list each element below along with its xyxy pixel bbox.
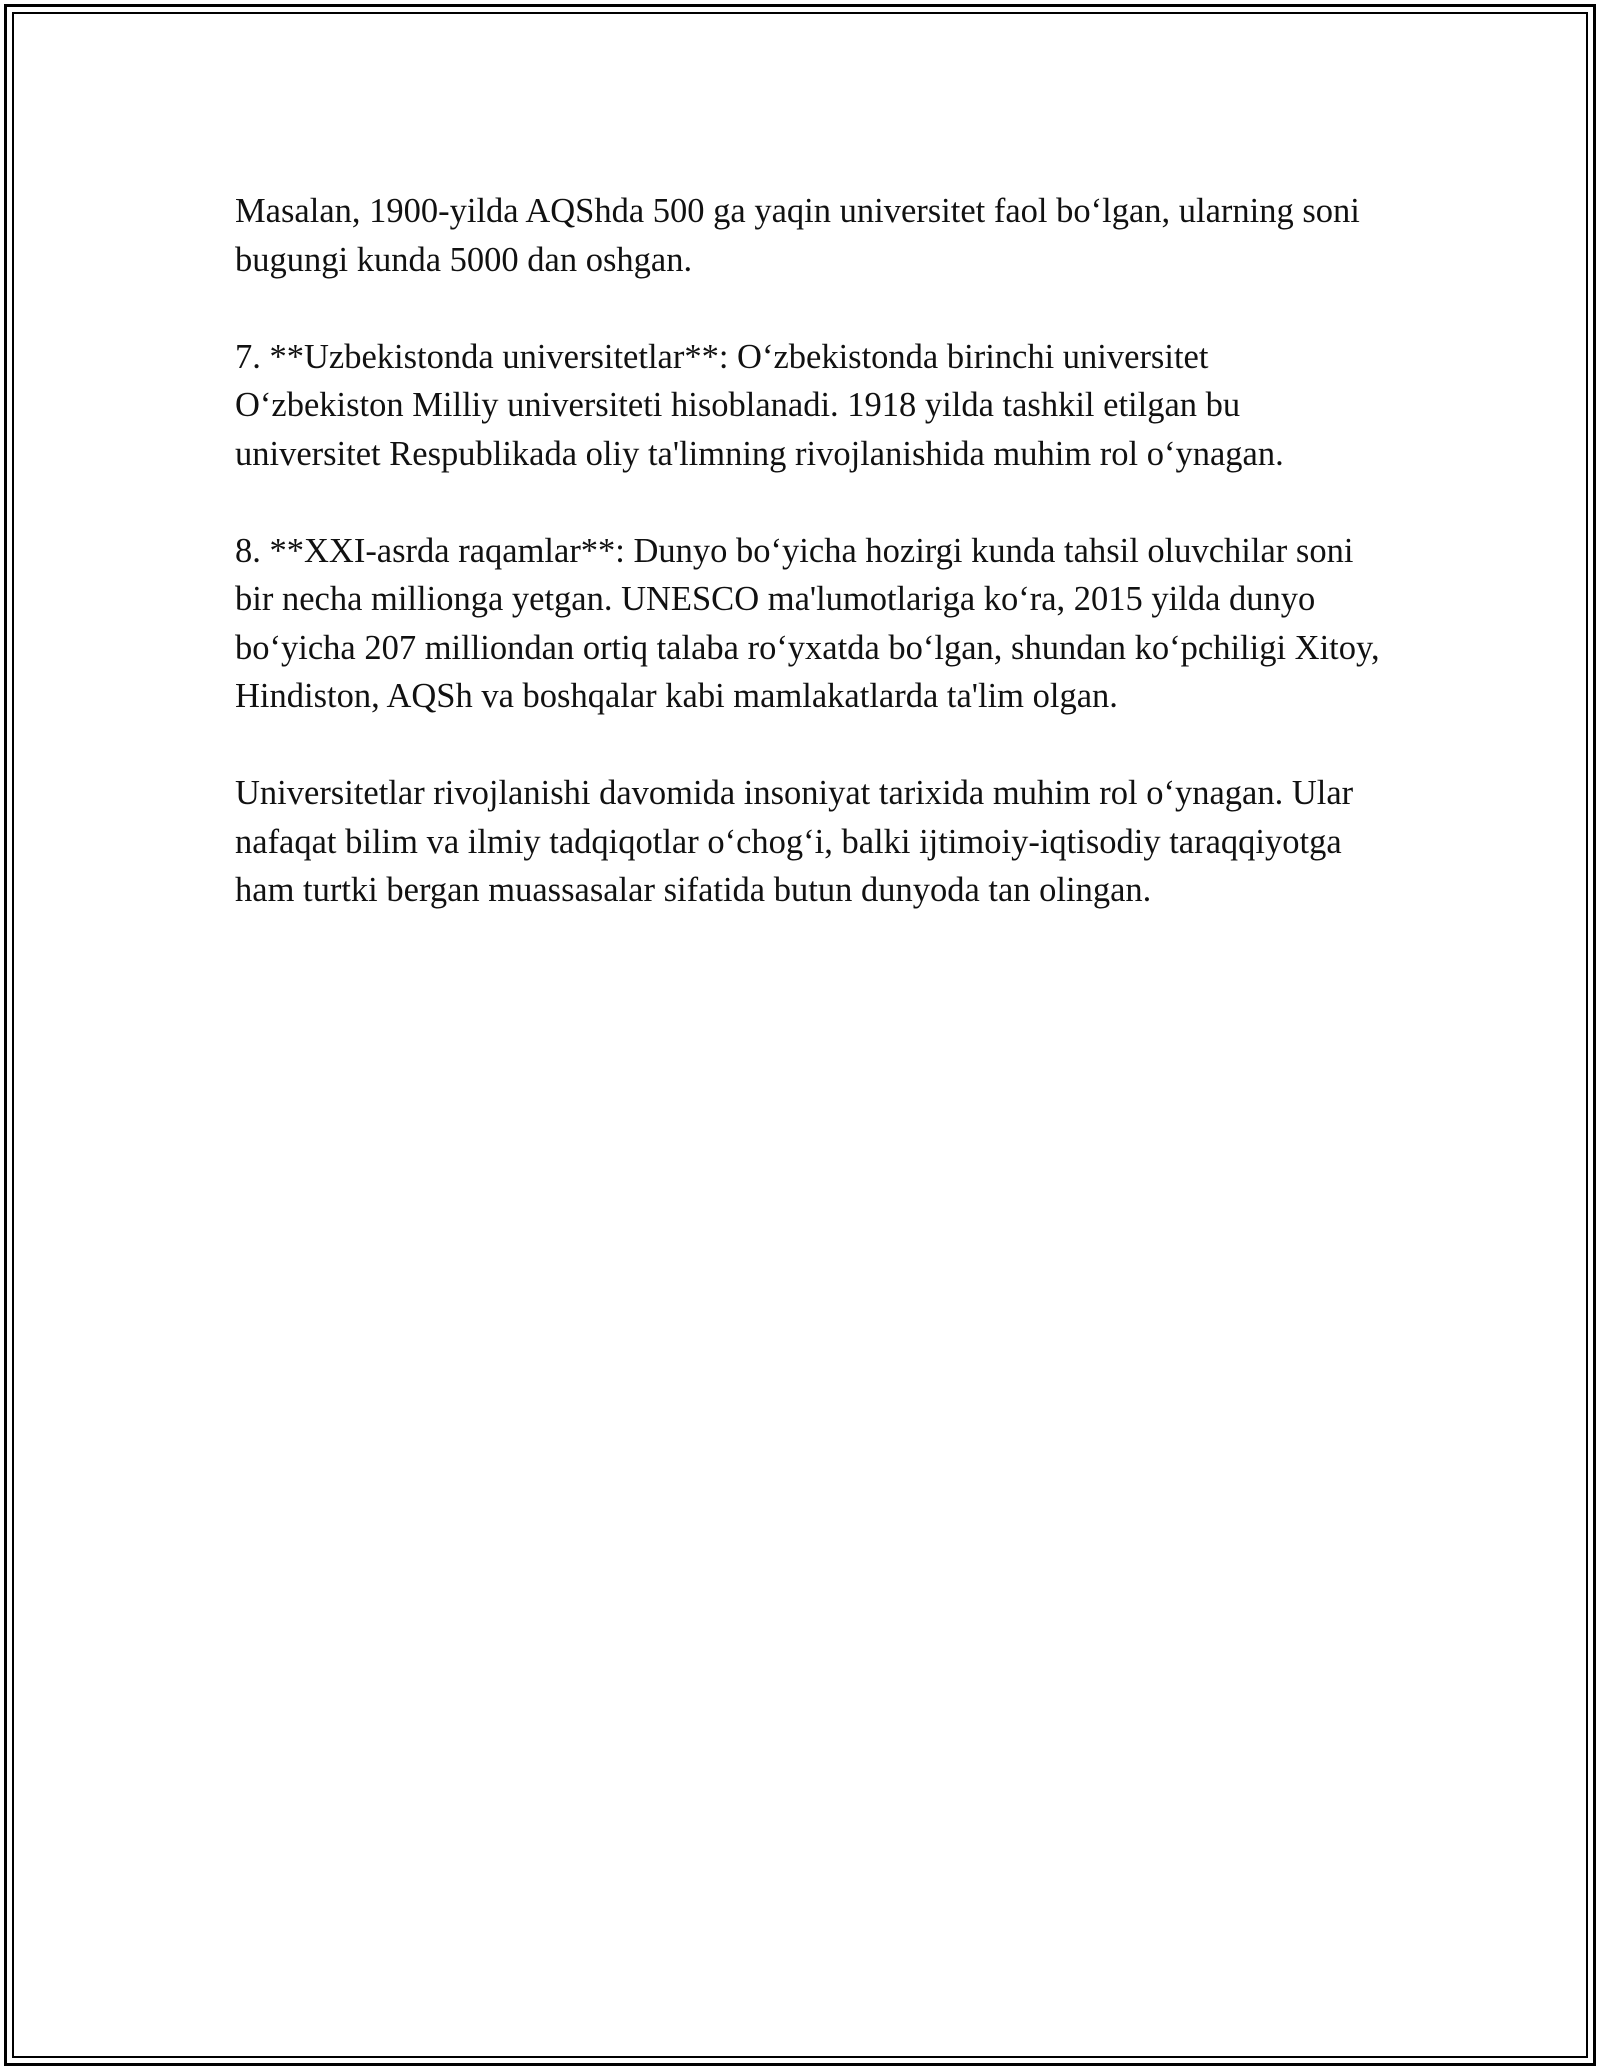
paragraph-uzbekistan-universities: 7. **Uzbekistonda universitetlar**: O‘zbekistonda birinchi universitet O‘zbekiston Milliy universiteti hisoblanadi. 1918 yilda tashkil etilgan bu universitet Respublikada oliy ta'limning rivojlanishida muhim rol o‘ynagan. xyxy=(235,337,1284,473)
paragraph-us-universities: Masalan, 1900-yilda AQShda 500 ga yaqin universitet faol bo‘lgan, ularning soni bugungi kunda 5000 dan oshgan. xyxy=(235,192,1360,279)
paragraph-21st-century-numbers: 8. **XXI-asrda raqamlar**: Dunyo bo‘yicha hozirgi kunda tahsil oluvchilar soni bir necha millionga yetgan. UNESCO ma'lumotlariga ko‘ra, 2015 yilda dunyo bo‘yicha 207 milliondan ortiq talaba ro‘yxatda bo‘lgan, shundan ko‘pchiligi Xitoy, Hindiston, AQSh va boshqalar kabi mamlakatlarda ta'lim olgan. xyxy=(235,531,1380,715)
document-body xyxy=(235,187,1385,963)
paragraph-conclusion: Universitetlar rivojlanishi davomida insoniyat tarixida muhim rol o‘ynagan. Ular nafaqat bilim va ilmiy tadqiqotlar o‘chog‘i, balki ijtimoiy-iqtisodiy taraqqiyotga ham turtki bergan muassasalar sifatida butun dunyoda tan olingan. xyxy=(235,774,1354,909)
